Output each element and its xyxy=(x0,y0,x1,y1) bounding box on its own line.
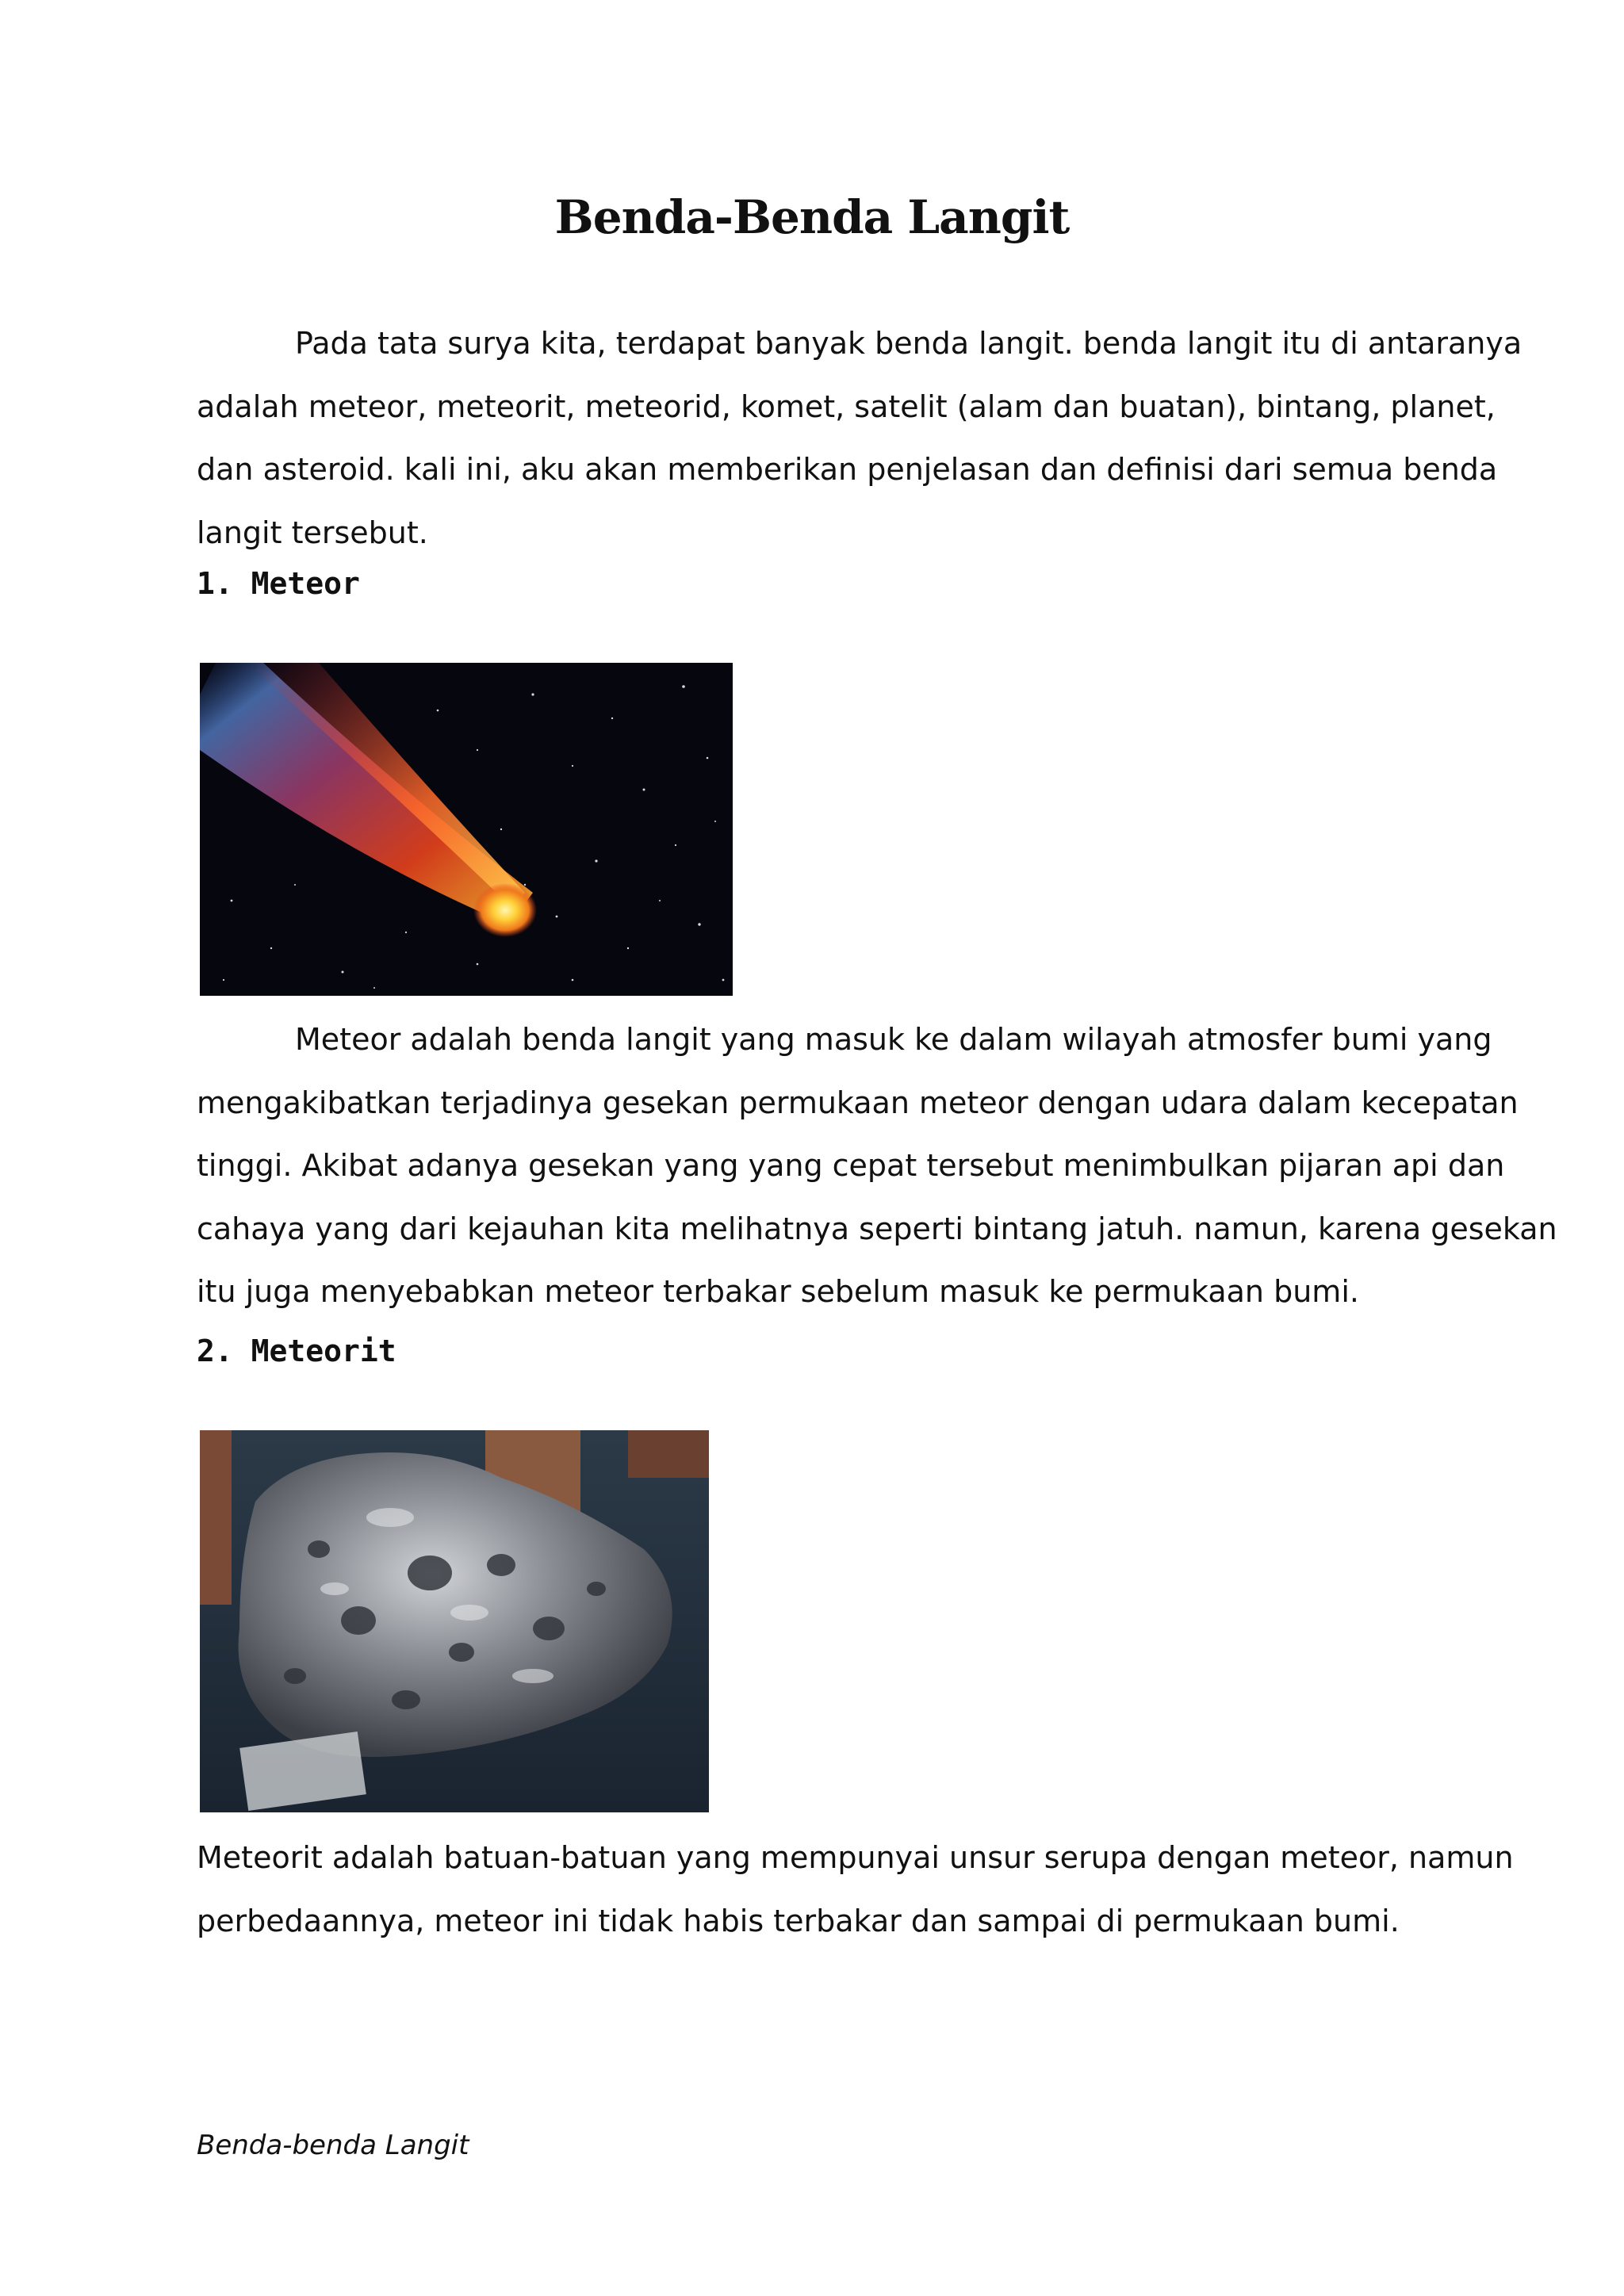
meteor-line: cahaya yang dari kejauhan kita melihatnya seperti bintang jatuh. namun, karena gesekan xyxy=(197,1211,1557,1246)
intro-line: Pada tata surya kita, terdapat banyak benda langit. benda langit itu di antaranya xyxy=(295,326,1522,361)
meteor-photo-icon xyxy=(200,663,733,996)
intro-paragraph xyxy=(197,312,1522,564)
page-footer: Benda-benda Langit xyxy=(197,2130,469,2161)
meteorit-paragraph xyxy=(197,1827,1514,1953)
section-heading-meteor: 1. Meteor xyxy=(197,566,360,601)
page-title: Benda-Benda Langit xyxy=(554,190,1070,244)
meteor-line: mengakibatkan terjadinya gesekan permukaan meteor dengan udara dalam kecepatan xyxy=(197,1085,1519,1120)
intro-line: adalah meteor, meteorit, meteorid, komet, satelit (alam dan buatan), bintang, planet, xyxy=(197,388,1496,424)
meteorit-line: perbedaannya, meteor ini tidak habis terbakar dan sampai di permukaan bumi. xyxy=(197,1903,1400,1938)
meteorit-line: Meteorit adalah batuan-batuan yang mempunyai unsur serupa dengan meteor, namun xyxy=(197,1840,1514,1875)
meteor-line: tinggi. Akibat adanya gesekan yang yang cepat tersebut menimbulkan pijaran api dan xyxy=(197,1148,1505,1183)
meteorite-photo-icon xyxy=(200,1430,709,1812)
intro-line: langit tersebut. xyxy=(197,515,428,550)
meteor-paragraph xyxy=(197,1008,1557,1324)
intro-line: dan asteroid. kali ini, aku akan memberikan penjelasan dan definisi dari semua benda xyxy=(197,452,1498,487)
meteor-line: itu juga menyebabkan meteor terbakar sebelum masuk ke permukaan bumi. xyxy=(197,1274,1359,1309)
section-heading-meteorit: 2. Meteorit xyxy=(197,1334,396,1368)
meteor-line: Meteor adalah benda langit yang masuk ke dalam wilayah atmosfer bumi yang xyxy=(295,1022,1492,1057)
